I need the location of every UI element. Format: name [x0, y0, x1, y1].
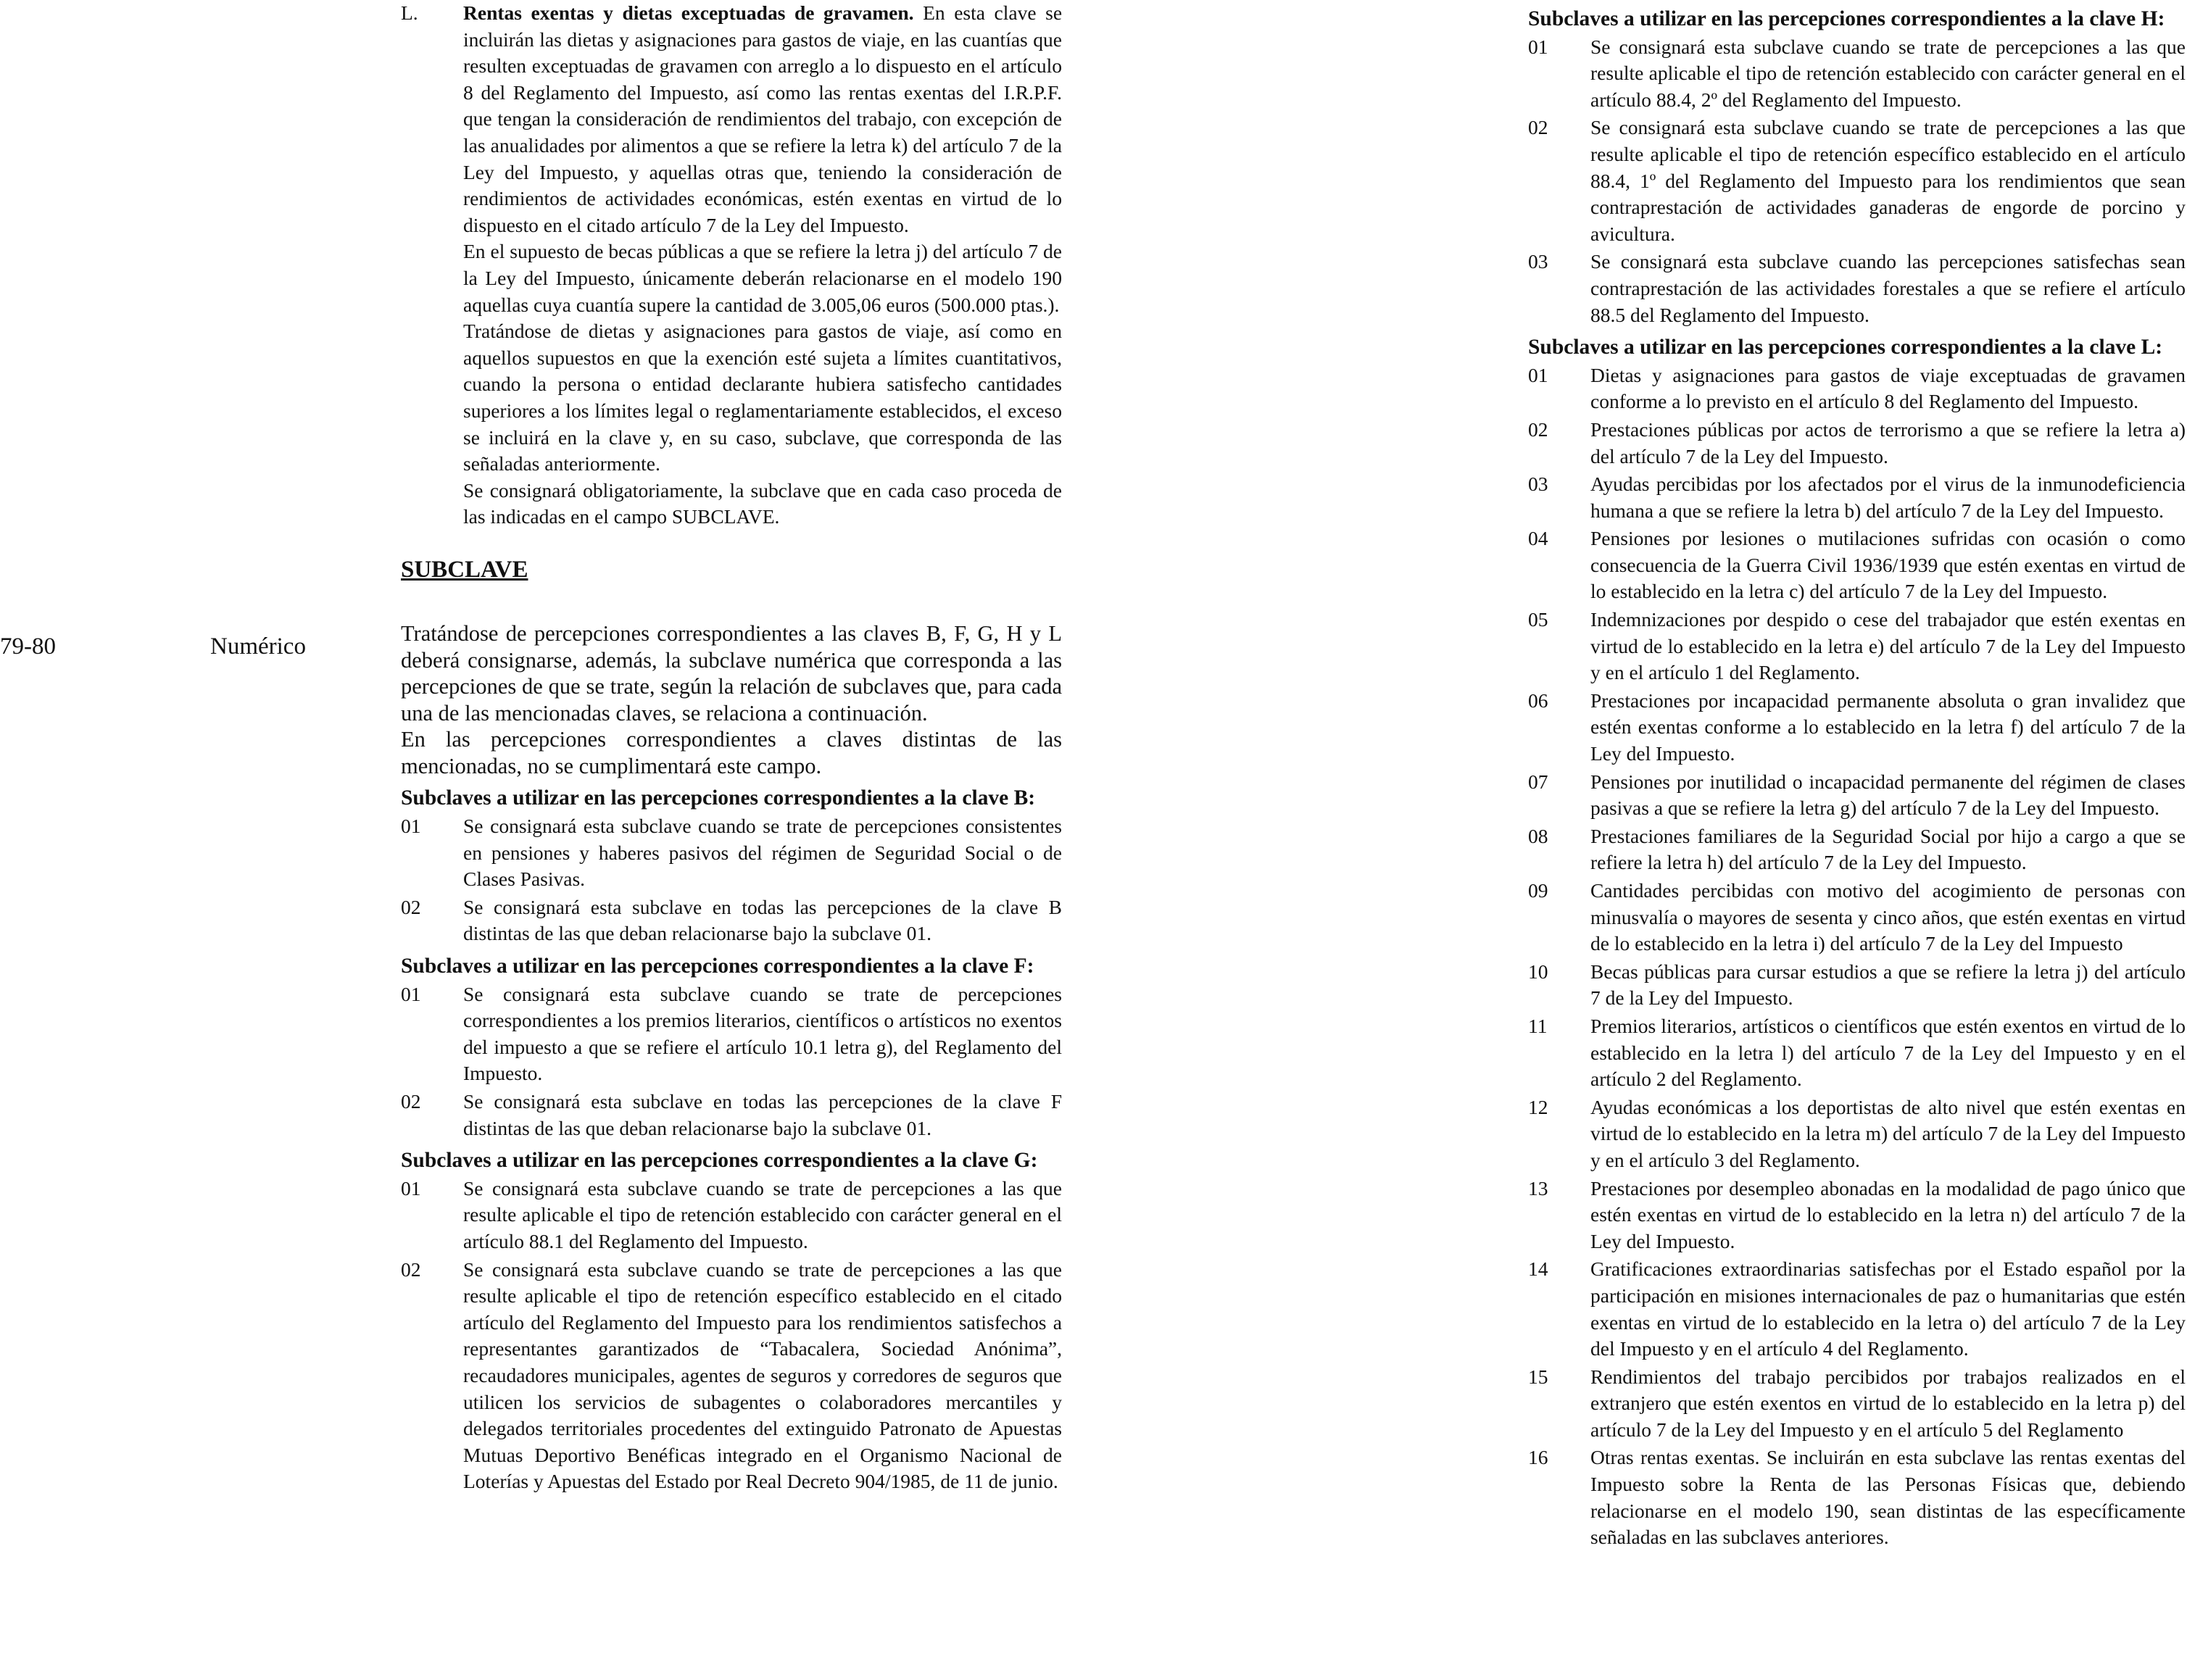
subclave-item: [1528, 525, 2186, 605]
subclave-description: Becas públicas para cursar estudios a que se refiere la letra j) del artículo 7 de la Ley del Impuesto.: [1590, 960, 2186, 1010]
subclave-description: Prestaciones públicas por actos de terrorismo a que se refiere la letra a) del artículo 7 de la Ley del Impuesto.: [1590, 417, 2186, 467]
subclave-description: Ayudas económicas a los deportistas de alto nivel que estén exentas en virtud de lo establecido en la letra m) del artículo 7 de la Ley del Impuesto y en el artículo 3 del Reglamento.: [1590, 1095, 2186, 1171]
subclave-code: 15: [1528, 1365, 1548, 1388]
subclave-group-heading: Subclaves a utilizar en las percepciones correspondientes a la clave H:: [1528, 7, 2165, 30]
subclave-code: 11: [1528, 1014, 1548, 1037]
subclave-item: [1528, 1444, 2186, 1550]
subclave-item: [1528, 1013, 2186, 1093]
subclave-code: 03: [1528, 250, 1548, 273]
left-subclave-groups: [401, 785, 1062, 1494]
subclave-item: [401, 894, 1062, 947]
subclave-item: [401, 981, 1062, 1087]
subclave-code: 01: [1528, 35, 1548, 58]
subclave-item: [1528, 959, 2186, 1012]
clave-l-para4: Se consignará obligatoriamente, la subclave que en cada caso proceda de las indicadas en el campo SUBCLAVE.: [463, 478, 1062, 528]
subclave-code: 02: [401, 1090, 421, 1113]
subclave-item: [401, 1089, 1062, 1142]
subclave-code: 06: [1528, 689, 1548, 712]
subclave-item: [1528, 34, 2186, 114]
subclave-item: [1528, 417, 2186, 470]
subclave-description: Rendimientos del trabajo percibidos por trabajos realizados en el extranjero que estén exentos en virtud de lo establecido en la letra p) del artículo 7 de la Ley del Impuesto y en el artículo 5 del Reglamento: [1590, 1365, 2186, 1441]
clave-letter: L.: [401, 1, 418, 24]
subclave-item: [1528, 1364, 2186, 1444]
subclave-item: [1528, 1176, 2186, 1255]
subclave-description: Se consignará esta subclave cuando las percepciones satisfechas sean contraprestación de las actividades forestales a que se refiere el artículo 88.5 del Reglamento del Impuesto.: [1590, 250, 2186, 326]
subclave-item: [1528, 878, 2186, 957]
clave-l-para3: Tratándose de dietas y asignaciones para gastos de viaje, así como en aquellos supuestos en que la exención esté sujeta a límites cuantitativos, cuando la persona o entidad declarante hubiera satisfecho cantidades superiores a los límites legal o reglamentariamente establecidos, el exceso se incluirá en la clave y, en su caso, subclave, que corresponda de las señaladas anteriormente.: [463, 320, 1062, 475]
subclave-item: [1528, 1256, 2186, 1362]
subclave-item: [1528, 1094, 2186, 1174]
clave-l-body: [463, 0, 1062, 238]
subclave-code: 05: [1528, 608, 1548, 631]
field-position: 79-80: [0, 633, 56, 660]
subclave-code: 01: [1528, 363, 1548, 386]
subclave-code: 08: [1528, 824, 1548, 847]
subclave-item: [401, 813, 1062, 893]
subclave-group-heading: Subclaves a utilizar en las percepciones correspondientes a la clave G:: [401, 1149, 1038, 1173]
subclave-code: 12: [1528, 1095, 1548, 1118]
subclave-code: 02: [1528, 116, 1548, 139]
subclave-description: Prestaciones familiares de la Seguridad Social por hijo a cargo a que se refiere la letra h) del artículo 7 de la Ley del Impuesto.: [1590, 824, 2186, 874]
subclave-description: Se consignará esta subclave cuando se trate de percepciones a las que resulte aplicable el tipo de retención específico establecido en el citado artículo del Reglamento del Impuesto para los rendimientos satisfechos a representantes garantizados de “Tabacalera, Sociedad Anónima”, recaudadores municipales, agentes de seguros y corredores de seguros que utilicen los servicios de subagentes o colaboradores mercantiles y delegados territoriales procedentes del extinguido Patronato de Apuestas Mutuas Deportivo Benéficas integrado en el Organismo Nacional de Loterías y Apuestas del Estado por Real Decreto 904/1985, de 11 de junio.: [463, 1257, 1062, 1493]
subclave-description: Prestaciones por desempleo abonadas en la modalidad de pago único que estén exentas en virtud de lo establecido en la letra n) del artículo 7 de la Ley del Impuesto.: [1590, 1176, 2186, 1252]
subclave-code: 01: [401, 815, 421, 838]
subclave-group-heading: Subclaves a utilizar en las percepciones correspondientes a la clave F:: [401, 955, 1034, 978]
subclave-description: Gratificaciones extraordinarias satisfechas por el Estado español por la participación en misiones internacionales de paz o humanitarias que estén exentas en virtud de lo establecido en la letra o) del artículo 7 de la Ley del Impuesto y en el artículo 4 del Reglamento.: [1590, 1257, 2186, 1360]
subclave-description: Prestaciones por incapacidad permanente absoluta o gran invalidez que estén exentas conforme a lo establecido en la letra f) del artículo 7 de la Ley del Impuesto.: [1590, 689, 2186, 765]
subclave-code: 03: [1528, 473, 1548, 496]
right-subclave-groups: [1528, 6, 2186, 1551]
subclave-item: [401, 1257, 1062, 1495]
subclave-code: 07: [1528, 770, 1548, 793]
clave-l-entry: [401, 0, 1062, 238]
subclave-code: 16: [1528, 1446, 1548, 1469]
subclave-item: [1528, 249, 2186, 328]
subclave-code: 02: [1528, 417, 1548, 441]
subclave-description: Premios literarios, artísticos o científicos que estén exentos en virtud de lo establecido en la letra l) del artículo 7 de la Ley del Impuesto y en el artículo 2 del Reglamento.: [1590, 1014, 2186, 1091]
subclave-description: Otras rentas exentas. Se incluirán en esta subclave las rentas exentas del Impuesto sobre la Renta de las Personas Físicas que, debiendo relacionarse en el modelo 190, sean distintas de las específicamente señaladas en las subclaves anteriores.: [1590, 1446, 2186, 1549]
subclave-item: [1528, 115, 2186, 247]
subclave-intro: Tratándose de percepciones correspondientes a las claves B, F, G, H y L deberá consignarse, además, la subclave numérica que corresponda a las percepciones de que se trate, según la relación de subclaves que, para cada una de las mencionadas claves, se relaciona a continuación.: [401, 621, 1062, 725]
subclave-code: 09: [1528, 879, 1548, 902]
subclave-code: 14: [1528, 1257, 1548, 1281]
subclave-item: [1528, 471, 2186, 524]
subclave-description: Se consignará esta subclave cuando se trate de percepciones consistentes en pensiones y haberes pasivos del régimen de Seguridad Social o de Clases Pasivas.: [463, 815, 1062, 891]
subclave-description: Se consignará esta subclave en todas las percepciones de la clave B distintas de las que deban relacionarse bajo la subclave 01.: [463, 895, 1062, 945]
subclave-description: Se consignará esta subclave en todas las percepciones de la clave F distintas de las que deban relacionarse bajo la subclave 01.: [463, 1090, 1062, 1139]
subclave-description: Se consignará esta subclave cuando se trate de percepciones a las que resulte aplicable el tipo de retención establecido con carácter general en el artículo 88.1 del Reglamento del Impuesto.: [463, 1176, 1062, 1252]
subclave-item: [1528, 607, 2186, 686]
subclave-item: [1528, 823, 2186, 876]
subclave-description: Se consignará esta subclave cuando se trate de percepciones a las que resulte aplicable el tipo de retención establecido con carácter general en el artículo 88.4, 2º del Reglamento del Impuesto.: [1590, 35, 2186, 111]
subclave-description: Cantidades percibidas con motivo del acogimiento de personas con minusvalía o mayores de sesenta y cinco años, que estén exentas en virtud de lo establecido en la letra i) del artículo 7 de la Ley del Impuesto: [1590, 879, 2186, 955]
subclave-group-heading: Subclaves a utilizar en las percepciones correspondientes a la clave L:: [1528, 336, 2163, 359]
subclave-code: 13: [1528, 1176, 1548, 1199]
subclave-code: 04: [1528, 527, 1548, 550]
subclave-code: 02: [401, 895, 421, 918]
subclave-code: 01: [401, 1176, 421, 1199]
subclave-code: 01: [401, 982, 421, 1005]
subclave-description: Indemnizaciones por despido o cese del trabajador que estén exentas en virtud de lo establecido en la letra e) del artículo 7 de la Ley del Impuesto y en el artículo 1 del Reglamento.: [1590, 608, 2186, 684]
subclave-item: [1528, 688, 2186, 768]
clave-l-text: En esta clave se incluirán las dietas y asignaciones para gastos de viaje, en las cuantías que resulten exceptuadas de gravamen con arreglo a lo dispuesto en el artículo 8 del Reglamento del Impuesto, así como las rentas exentas del I.R.P.F. que tengan la consideración de rendimientos del trabajo, con excepción de las anualidades por alimentos a que se refiere la letra k) del artículo 7 de la Ley del Impuesto, y aquellas otras que, teniendo la consideración de rendimientos de actividades económicas, estén exentas en virtud de lo dispuesto en el citado artículo 7 de la Ley del Impuesto.: [463, 1, 1063, 236]
subclave-code: 02: [401, 1257, 421, 1281]
field-type: Numérico: [210, 633, 306, 660]
right-column: [1528, 0, 2186, 1551]
subclave-description: Se consignará esta subclave cuando se trate de percepciones correspondientes a los premios literarios, científicos o artísticos no exentos del impuesto a que se refiere el artículo 10.1 letra g), del Reglamento del Impuesto.: [463, 982, 1062, 1085]
subclave-item: [1528, 769, 2186, 822]
left-column: [401, 0, 1062, 1495]
subclave-description: Dietas y asignaciones para gastos de viaje exceptuadas de gravamen conforme a lo previsto en el artículo 8 del Reglamento del Impuesto.: [1590, 363, 2186, 413]
subclave-description: Se consignará esta subclave cuando se trate de percepciones a las que resulte aplicable el tipo de retención específico establecido en el artículo 88.4, 1º del Reglamento del Impuesto para los rendimientos que sean contraprestación de actividades ganaderas de engorde de porcino y avicultura.: [1590, 116, 2186, 245]
subclave-description: Pensiones por lesiones o mutilaciones sufridas con ocasión o como consecuencia de la Guerra Civil 1936/1939 que estén exentas en virtud de lo establecido en la letra c) del artículo 7 de la Ley del Impuesto.: [1590, 527, 2186, 603]
subclave-group-heading: Subclaves a utilizar en las percepciones correspondientes a la clave B:: [401, 786, 1036, 810]
subclave-description: Pensiones por inutilidad o incapacidad permanente del régimen de clases pasivas a que se refiere la letra g) del artículo 7 de la Ley del Impuesto.: [1590, 770, 2186, 820]
subclave-item: [1528, 362, 2186, 415]
subclave-intro-2: En las percepciones correspondientes a claves distintas de las mencionadas, no se cumplimentará este campo.: [401, 727, 1062, 778]
clave-l-para2: En el supuesto de becas públicas a que se refiere la letra j) del artículo 7 de la Ley del Impuesto, únicamente deberán relacionarse en el modelo 190 aquellas cuya cuantía supere la cantidad de 3.005,06 euros (500.000 ptas.).: [463, 240, 1062, 316]
subclave-description: Ayudas percibidas por los afectados por el virus de la inmunodeficiencia humana a que se refiere la letra b) del artículo 7 de la Ley del Impuesto.: [1590, 473, 2186, 522]
clave-l-title: Rentas exentas y dietas exceptuadas de gravamen.: [463, 1, 914, 24]
subclave-code: 10: [1528, 960, 1548, 983]
subclave-title: SUBCLAVE: [401, 556, 528, 583]
subclave-item: [401, 1176, 1062, 1255]
